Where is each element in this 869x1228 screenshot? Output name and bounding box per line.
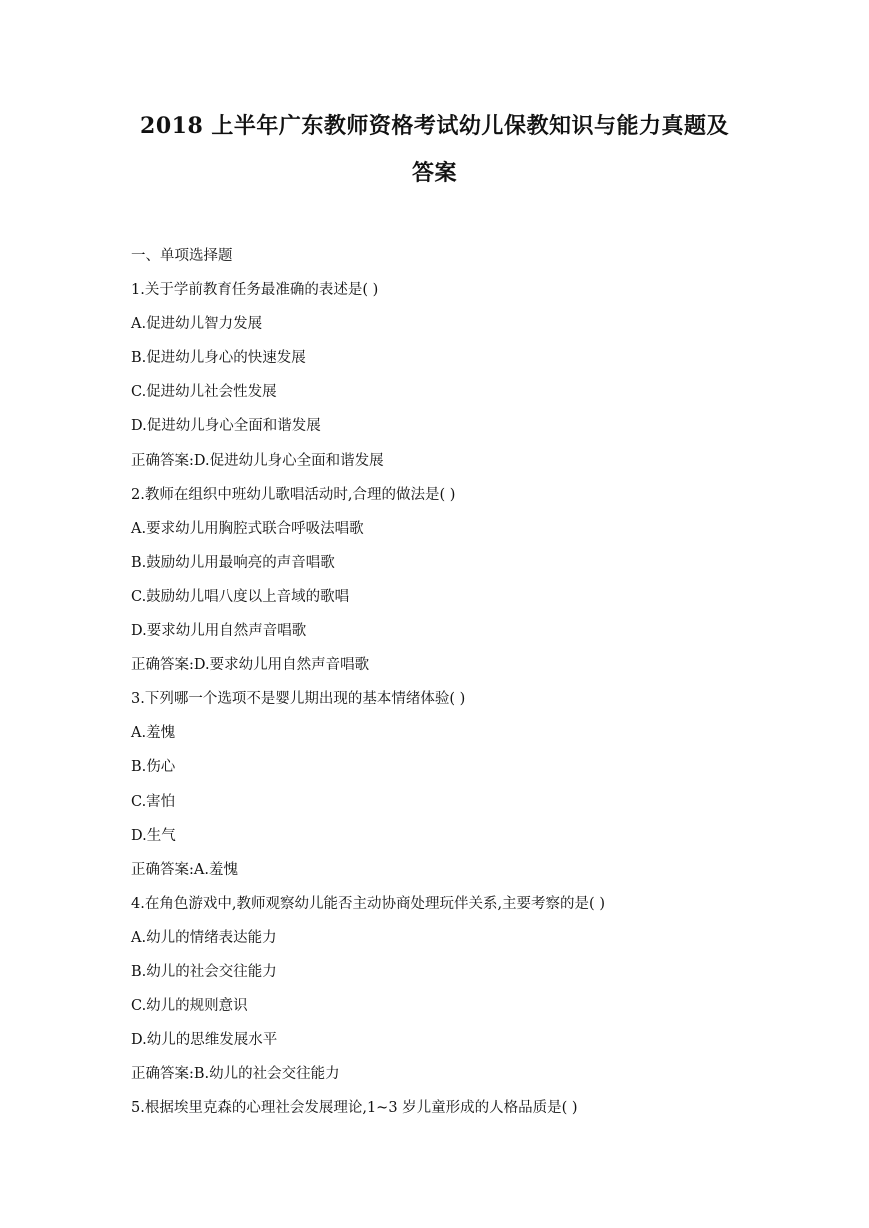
question-1: 1.关于学前教育任务最准确的表述是( )	[131, 282, 379, 299]
q4-option-b: B.幼儿的社会交往能力	[131, 963, 277, 980]
q1-option-d: D.促进幼儿身心全面和谐发展	[131, 418, 321, 435]
q1-option-c: C.促进幼儿社会性发展	[131, 384, 277, 401]
q2-option-b: B.鼓励幼儿用最响亮的声音唱歌	[131, 554, 335, 571]
document-title-line-2: 答案	[411, 160, 457, 186]
q3-answer: 正确答案:A.羞愧	[131, 861, 238, 878]
q1-option-b: B.促进幼儿身心的快速发展	[131, 350, 306, 367]
question-5: 5.根据埃里克森的心理社会发展理论,1~3 岁儿童形成的人格品质是( )	[131, 1100, 578, 1117]
q4-option-a: A.幼儿的情绪表达能力	[131, 929, 277, 946]
q3-option-c: C.害怕	[131, 793, 176, 810]
q4-option-d: D.幼儿的思维发展水平	[131, 1032, 278, 1049]
q3-option-a: A.羞愧	[131, 725, 176, 742]
document-title-line-1: 2018 上半年广东教师资格考试幼儿保教知识与能力真题及	[140, 113, 729, 139]
question-4: 4.在角色游戏中,教师观察幼儿能否主动协商处理玩伴关系,主要考察的是( )	[131, 895, 605, 912]
q2-answer: 正确答案:D.要求幼儿用自然声音唱歌	[131, 657, 370, 674]
q4-option-c: C.幼儿的规则意识	[131, 998, 248, 1015]
document-body	[131, 244, 811, 1130]
question-3: 3.下列哪一个选项不是婴儿期出现的基本情绪体验( )	[131, 691, 466, 708]
q2-option-a: A.要求幼儿用胸腔式联合呼吸法唱歌	[131, 520, 364, 537]
q3-option-b: B.伤心	[131, 759, 176, 776]
q3-option-d: D.生气	[131, 827, 176, 844]
q1-option-a: A.促进幼儿智力发展	[131, 316, 263, 333]
q2-option-c: C.鼓励幼儿唱八度以上音域的歌唱	[131, 588, 350, 605]
section-heading: 一、单项选择题	[131, 248, 233, 264]
q4-answer: 正确答案:B.幼儿的社会交往能力	[131, 1066, 340, 1083]
q2-option-d: D.要求幼儿用自然声音唱歌	[131, 623, 307, 640]
question-2: 2.教师在组织中班幼儿歌唱活动时,合理的做法是( )	[131, 486, 456, 503]
q1-answer: 正确答案:D.促进幼儿身心全面和谐发展	[131, 452, 384, 469]
